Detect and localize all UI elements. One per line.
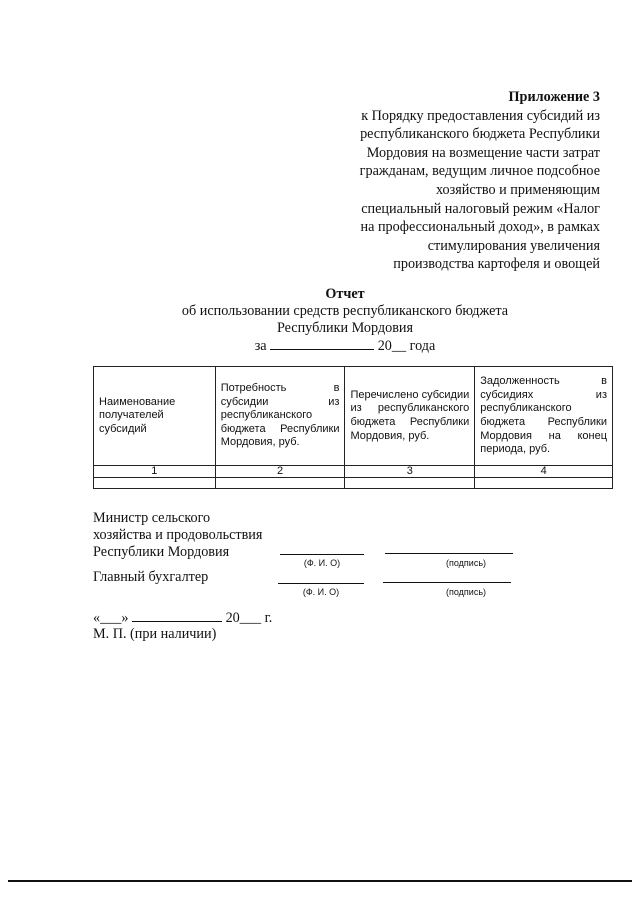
appendix-line: хозяйство и применяющим	[435, 181, 600, 198]
date-day: «___»	[93, 610, 129, 626]
table-row	[94, 478, 613, 489]
fio-line	[280, 554, 364, 555]
appendix-line: производства картофеля и овощей	[393, 256, 600, 273]
report-title: Отчет	[325, 286, 365, 302]
date-line	[93, 609, 272, 627]
table-cell	[475, 478, 613, 489]
fio-line	[278, 583, 364, 584]
fio-caption: (Ф. И. О)	[303, 558, 341, 568]
signature-line	[385, 553, 513, 554]
table-header-cell: Перечислено субсидии из республиканского бюджета Республики Мордовия, руб.	[345, 367, 475, 466]
report-subtitle: Республики Мордовия	[276, 320, 414, 336]
period-suffix: года	[409, 338, 436, 354]
table-number-cell: 1	[94, 466, 216, 478]
table-number-cell: 3	[345, 466, 475, 478]
table-header-cell: Потребность в субсидии из республиканского бюджета Республики Мордовия, руб.	[215, 367, 345, 466]
signature-caption: (подпись)	[445, 587, 487, 597]
appendix-line: гражданам, ведущим личное подсобное	[359, 163, 600, 180]
seal-note: М. П. (при наличии)	[93, 626, 217, 642]
period-year: 20__	[377, 338, 407, 354]
fio-caption: (Ф. И. О)	[302, 587, 340, 597]
date-suffix: г.	[264, 610, 273, 626]
report-title-block	[0, 286, 640, 355]
signature-line	[383, 582, 511, 583]
period-prefix: за	[254, 338, 267, 354]
table-header-row	[94, 367, 613, 466]
table-cell	[94, 478, 216, 489]
appendix-line: стимулирования увеличения	[427, 237, 600, 254]
table-header-cell: Наименование получателей субсидий	[94, 367, 216, 466]
appendix-line: специальный налоговый режим «Налог	[361, 200, 600, 217]
appendix-line: Мордовия на возмещение части затрат	[366, 144, 600, 161]
date-year: 20___	[225, 610, 262, 626]
appendix-line: к Порядку предоставления субсидий из	[361, 107, 600, 124]
accountant-label: Главный бухгалтер	[93, 569, 209, 585]
appendix-line: на профессиональный доход», в рамках	[360, 219, 600, 236]
report-table	[93, 366, 613, 489]
minister-line: Республики Мордовия	[93, 544, 230, 560]
table-number-cell: 4	[475, 466, 613, 478]
table-cell	[215, 478, 345, 489]
table-header-cell: Задолженность в субсидиях из республиканского бюджета Республики Мордовия на конец периода, руб.	[475, 367, 613, 466]
signature-caption: (подпись)	[445, 558, 487, 568]
period-blank	[270, 337, 374, 350]
report-subtitle: об использовании средств республиканского бюджета	[181, 303, 509, 319]
minister-line: Министр сельского	[93, 510, 211, 526]
minister-line: хозяйства и продовольствия	[93, 527, 263, 543]
minister-signature-label	[93, 510, 262, 561]
table-number-row	[94, 466, 613, 478]
appendix-heading: Приложение 3	[508, 89, 600, 105]
table-cell	[345, 478, 475, 489]
table-number-cell: 2	[215, 466, 345, 478]
footer-divider	[8, 880, 632, 882]
appendix-block	[320, 88, 600, 274]
report-period	[255, 337, 436, 355]
appendix-line: республиканского бюджета Республики	[360, 126, 600, 143]
date-month-blank	[132, 609, 222, 622]
